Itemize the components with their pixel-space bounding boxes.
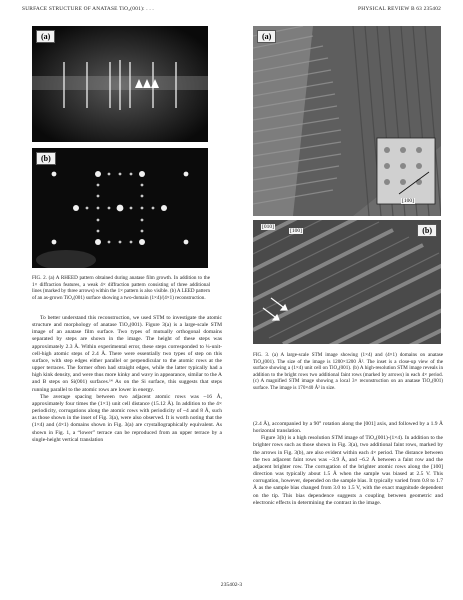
figure-3b-label: (b)	[417, 224, 437, 237]
running-header-left: SURFACE STRUCTURE OF ANATASE TiO₂(001): . . .	[22, 6, 154, 12]
left-column-text	[32, 315, 222, 444]
right-column-text	[253, 421, 443, 507]
rheed-pattern-image	[32, 26, 208, 142]
paragraph: To better understand this reconstruction, we used STM to investigate the atomic structure and morphology of anatase TiO₂(001). Figure 3(a) is a large-scale STM image of an anatase film surface. Two types of mutually orthogonal domains separated by steps are shown in the image. The height of these steps was approximately 2.3 Å. Within experimental error, these steps corresponded to ¼-unit-cell-high atomic steps of 2.4 Å. There were essentially two types of step on this surface, with step edges either parallel or perpendicular to the atomic rows at the upper terraces. The former often had straight edges, while the latter typically had a high kink density, and were thus more kinky and wavy in appearance, similar to the A and B steps on Si(001) surfaces.¹⁴ As on the Si surface, this suggests that steps running parallel to the atomic rows are lower in energy.	[32, 315, 222, 393]
direction-010-label: [010]	[262, 224, 274, 230]
running-header-right: PHYSICAL REVIEW B 63 235402	[358, 6, 441, 12]
paragraph: The average spacing between two adjacent atomic rows was ~16 Å, approximately four times the (1×1) unit cell distance (15.12 Å). In addition to the 4× periodicity, corrugations along the atomic rows with periodicity of ~4 and 8 Å, such as those shown in the inset of Fig. 3(a), were also observed. It is worth noting that the (1×4) and (4×1) domains shown in Fig. 3(a) are crystallographically equivalent. As shown in Fig. 1, a “lower” terrace can be reproduced from an upper terrace by a single-height vertical translation	[32, 393, 222, 443]
figure-2-caption: FIG. 2. (a) A RHEED pattern obtained during anatase film growth. In addition to the 1× diffraction features, a weak 4× diffraction pattern consisting of three additional lines (marked by three arrows) within the 1× pattern is also visible. (b) A LEED pattern of an as-grown TiO₂(001) surface showing a two-domain (1×4)/(4×1) reconstruction.	[32, 275, 210, 301]
stm-high-resolution-image	[253, 220, 441, 344]
figure-3-caption: FIG. 3. (a) A large-scale STM image showing (1×4) and (4×1) domains on anatase TiO₂(001). The size of the image is 1200×1200 Å². The inset is a close-up view of the surface showing a (1×4) unit cell on TiO₂(001). (b) A high-resolution STM image reveals in addition to the bright rows two additional faint rows (marked by arrows) in each 4× period. (c) A magnified STM image showing a local 3× reconstruction on an anatase TiO₂(001) surface. The image is 170×40 Å² in size.	[253, 352, 443, 391]
inset-direction-label: [100]	[402, 198, 414, 204]
page-number: 235402-3	[220, 582, 243, 588]
stm-large-scale-image	[253, 26, 441, 216]
figure-2a-label: (a)	[36, 30, 55, 43]
figure-2b-label: (b)	[36, 152, 56, 165]
figure-3a-label: (a)	[257, 30, 276, 43]
paragraph: (2.4 Å), accompanied by a 90° rotation along the [001] axis, and followed by a 1.9 Å horizontal translation.	[253, 421, 443, 435]
direction-100-label: [100]	[290, 228, 302, 234]
paragraph: Figure 3(b) is a high resolution STM image of TiO₂(001)-(1×4). In addition to the brighter rows such as those shown in Fig. 3(a), two additional faint rows, marked by the arrows in Fig. 3(b), are also evident within each 4× period. The distance between the two adjacent faint rows was ~3.9 Å, and ~6.2 Å between a faint row and the adjacent brighter row. The corrugation of the brighter atomic rows along the [100] direction was typically about 1.5 Å when the sample was biased at 2.5 V. This corrugation, however, depended on the sample bias. It typically varied from 0.8 to 1.7 Å as the sample bias changed from 3.0 to 1.5 V, with the exact magnitude dependent on the tip. This bias dependence suggests a coupling between geometric and electronic effects in determining the contrast in the image.	[253, 435, 443, 506]
leed-pattern-image	[32, 148, 208, 268]
